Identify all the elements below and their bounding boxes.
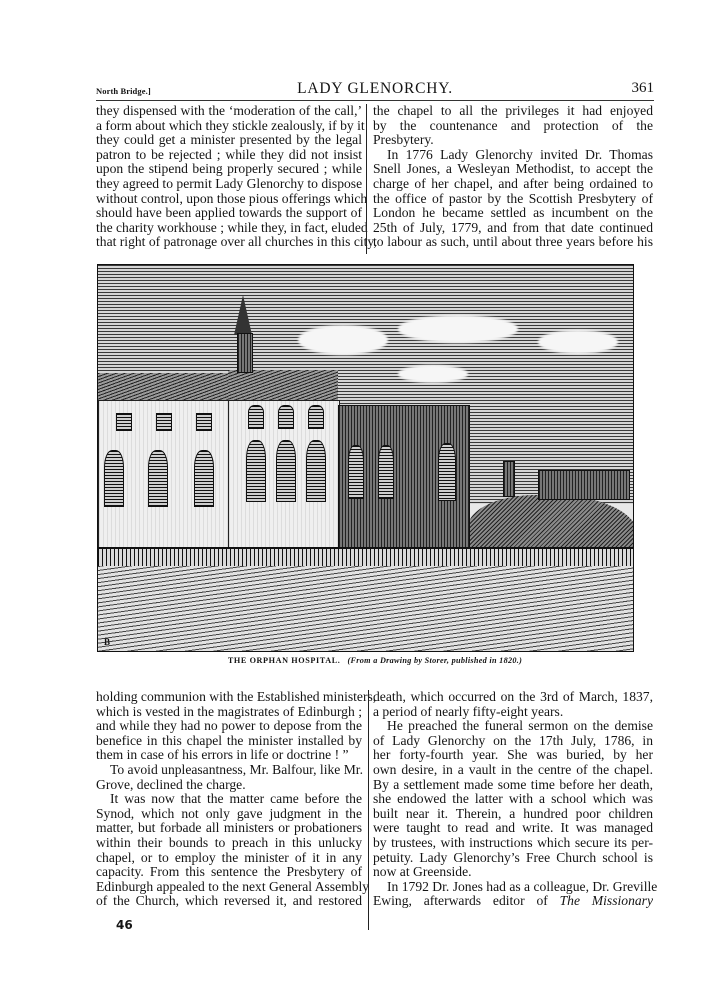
foreground-ground bbox=[98, 566, 633, 651]
text-line: In 1776 Lady Glenorchy invited Dr. Thomas bbox=[387, 146, 653, 162]
text-line: of Lady Glenorchy on the 17th July, 1786, in bbox=[373, 732, 653, 748]
text-line: by trustees, with instructions which secure its per- bbox=[373, 834, 653, 850]
page-number: 361 bbox=[631, 80, 654, 96]
signature-mark: 46 bbox=[116, 918, 133, 932]
arched-window bbox=[104, 450, 124, 507]
text-line: now at Greenside. bbox=[373, 864, 472, 880]
top-right-column bbox=[373, 104, 653, 250]
window bbox=[278, 405, 294, 429]
window bbox=[308, 405, 324, 429]
text-line: Edinburgh appealed to the next General Assembly bbox=[96, 878, 370, 894]
text-line: without control, upon those pious offerings which bbox=[96, 190, 368, 206]
text-line: It was now that the matter came before the bbox=[110, 791, 362, 807]
castle bbox=[538, 470, 630, 500]
italic-title: The Missionary bbox=[559, 893, 653, 909]
text-line: Grove, declined the charge. bbox=[96, 776, 246, 792]
text-line: chapel, or to employ the minister of it in any bbox=[96, 849, 362, 865]
bottom-right-column bbox=[373, 689, 658, 909]
text-line: by the countenance and protection of the bbox=[373, 117, 653, 133]
text-line: In 1792 Dr. Jones had as a colleague, Dr. Greville bbox=[387, 878, 658, 894]
cupola bbox=[237, 333, 253, 373]
top-left-column bbox=[96, 103, 377, 250]
text-line: He preached the funeral sermon on the demise bbox=[387, 718, 653, 734]
text-line: that right of patronage over all churches in this city, bbox=[96, 234, 377, 250]
text-line: Synod, which not only gave judgment in the bbox=[96, 805, 362, 821]
cloud bbox=[398, 365, 468, 383]
text-line: Snell Jones, a Wesleyan Methodist, to accept the bbox=[373, 161, 653, 177]
figure-caption bbox=[96, 656, 654, 665]
text-fragment: Ewing, afterwards editor of bbox=[373, 893, 560, 909]
text-line: built near it. Therein, a hundred poor children bbox=[373, 805, 653, 821]
section-label: North Bridge.] bbox=[96, 86, 151, 96]
text-line: a form about which they stickle zealously, if by it bbox=[96, 117, 365, 133]
column-divider bbox=[368, 690, 369, 930]
text-line: were taught to read and write. It was managed bbox=[373, 820, 653, 836]
text-line: to labour as such, until about three years before his bbox=[373, 234, 653, 250]
window bbox=[196, 413, 212, 431]
text-line: death, which occurred on the 3rd of March, 1837, bbox=[373, 689, 653, 704]
window bbox=[156, 413, 172, 431]
text-line: which is vested in the magistrates of Edinburgh ; bbox=[96, 703, 362, 719]
spire bbox=[234, 295, 252, 335]
bottom-left-column bbox=[96, 689, 377, 909]
text-line: they could get a minister presented by the legal bbox=[96, 132, 362, 148]
arched-window bbox=[306, 440, 326, 502]
text-line: holding communion with the Established ministers, bbox=[96, 689, 377, 704]
orphan-hospital-engraving bbox=[97, 264, 634, 652]
text-line: them in case of his errors in life or doctrine ! ” bbox=[96, 747, 349, 763]
text-line: own desire, in a vault in the centre of the chapel. bbox=[373, 761, 653, 777]
engraver-mark: B bbox=[104, 637, 111, 647]
running-head bbox=[96, 80, 654, 100]
text-line: Presbytery. bbox=[373, 132, 434, 148]
cloud bbox=[398, 315, 518, 343]
text-line: capacity. From this sentence the Presbytery of bbox=[96, 864, 362, 880]
text-line: should have been applied towards the support of bbox=[96, 205, 362, 221]
text-line: upon the stipend being properly secured ; while bbox=[96, 161, 362, 177]
text-line: charge of her chapel, and after being ordained to bbox=[373, 175, 653, 191]
arched-window bbox=[276, 440, 296, 502]
left-roof bbox=[98, 373, 228, 403]
text-line: London he became settled as incumbent on the bbox=[373, 205, 653, 221]
text-line: 25th of July, 1779, and from that date continued bbox=[373, 219, 653, 235]
arched-window bbox=[348, 445, 364, 499]
castle-tower bbox=[503, 461, 515, 497]
text-line: the charity workhouse ; while they, in fact, eluded bbox=[96, 219, 368, 235]
text-line: of the Church, which reversed it, and restored bbox=[96, 893, 362, 909]
chapter-title: LADY GLENORCHY. bbox=[297, 80, 453, 97]
cloud bbox=[538, 330, 618, 354]
text-line: the office of pastor by the Scottish Presbytery of bbox=[373, 190, 653, 206]
column-divider bbox=[366, 104, 367, 254]
text-line: within their bounds to preach in this unlucky bbox=[96, 834, 362, 850]
text-line: patron to be rejected ; while they did not insist bbox=[96, 146, 362, 162]
text-line: matter, but forbade all ministers or probationers bbox=[96, 820, 362, 836]
text-line: and while they had no power to depose from the bbox=[96, 718, 362, 734]
window bbox=[116, 413, 132, 431]
text-line: By a settlement made some time before her death, bbox=[373, 776, 653, 792]
text-line: a period of nearly fifty-eight years. bbox=[373, 703, 564, 719]
arched-window bbox=[148, 450, 168, 507]
arched-window bbox=[194, 450, 214, 507]
text-line: To avoid unpleasantness, Mr. Balfour, like Mr. bbox=[110, 761, 363, 777]
arched-window bbox=[438, 443, 456, 501]
text-line: benefice in this chapel the minister installed by bbox=[96, 732, 362, 748]
caption-credit: (From a Drawing by Storer, published in 1820.) bbox=[347, 656, 523, 665]
center-roof bbox=[228, 370, 338, 402]
arched-window bbox=[246, 440, 266, 502]
text-line: they dispensed with the ‘moderation of the call,’ bbox=[96, 103, 362, 118]
text-line bbox=[373, 894, 653, 909]
arched-window bbox=[378, 445, 394, 499]
header-rule bbox=[96, 100, 654, 101]
text-line: the chapel to all the privileges it had enjoyed bbox=[373, 103, 653, 118]
text-line: her forty-fourth year. She was buried, by her bbox=[373, 747, 653, 763]
text-line: petuity. Lady Glenorchy’s Free Church school is bbox=[373, 849, 653, 865]
text-line: they agreed to permit Lady Glenorchy to dispose bbox=[96, 175, 363, 191]
caption-title: THE ORPHAN HOSPITAL. bbox=[227, 656, 341, 665]
text-line: she endowed the latter with a school which was bbox=[373, 791, 653, 807]
cloud bbox=[298, 325, 388, 355]
window bbox=[248, 405, 264, 429]
